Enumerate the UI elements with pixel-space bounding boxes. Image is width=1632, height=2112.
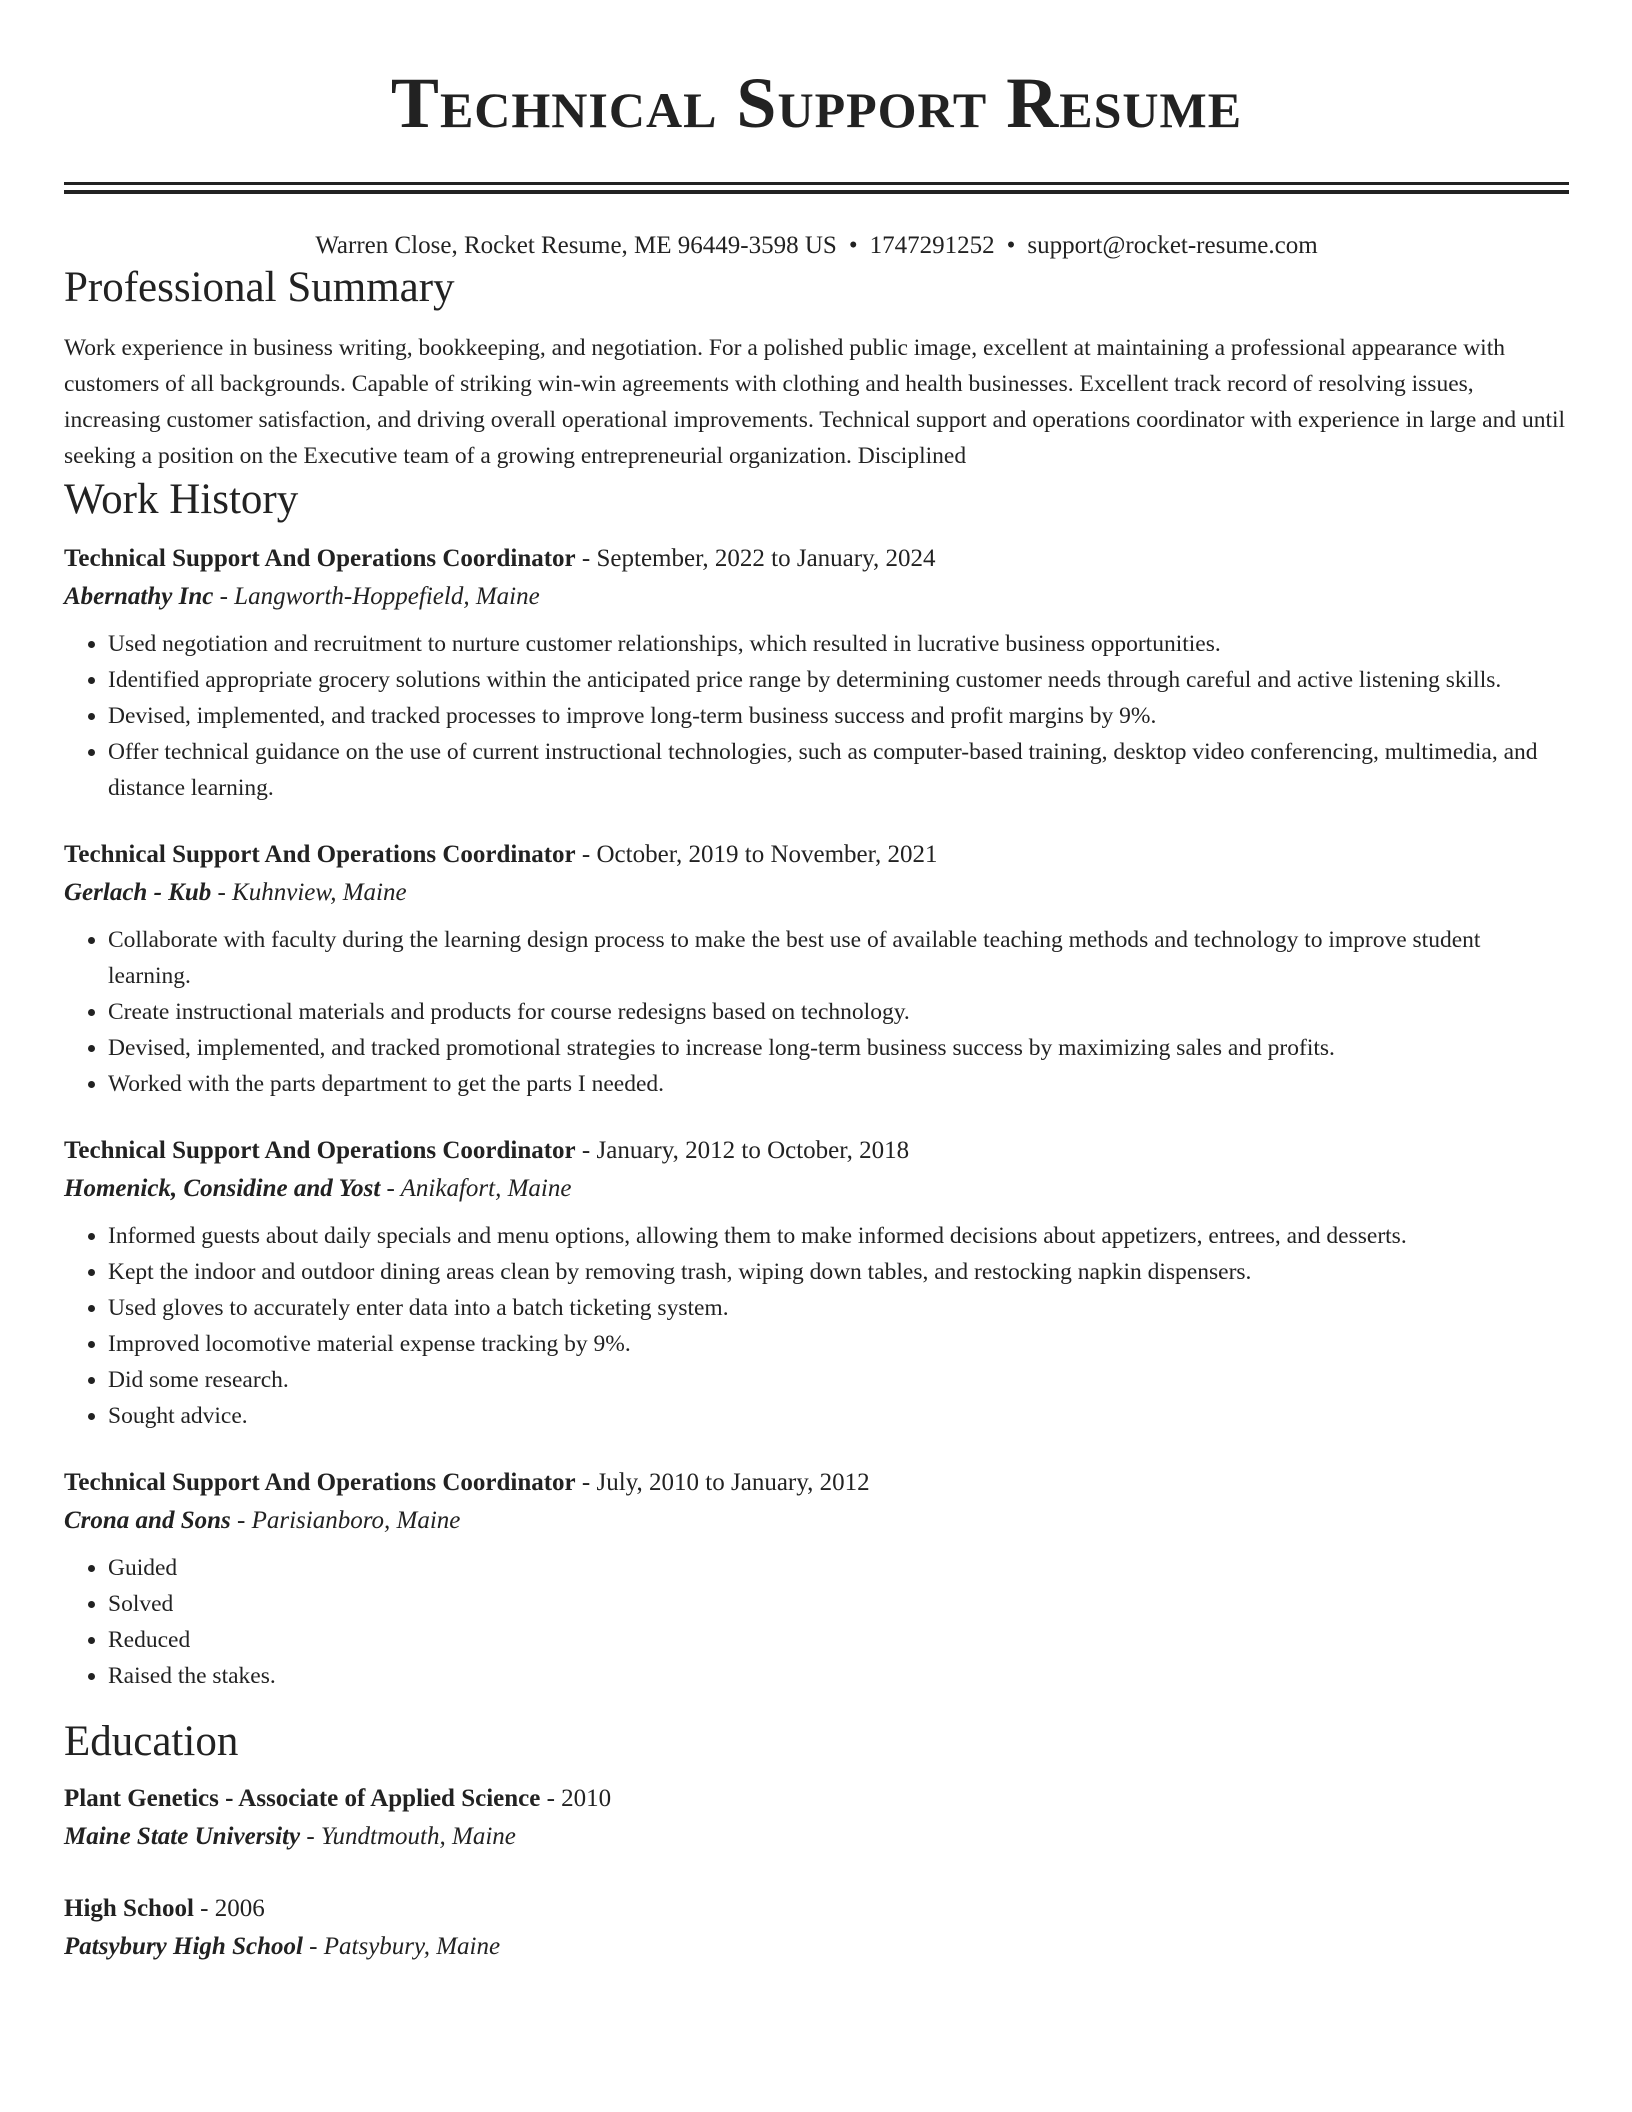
company-name: Crona and Sons (64, 1507, 231, 1534)
list-item: • Guided (108, 1550, 1569, 1586)
school-location: - Yundtmouth, Maine (300, 1823, 516, 1850)
job-title: Technical Support And Operations Coordinator (64, 841, 576, 868)
company-location: - Kuhnview, Maine (211, 879, 407, 906)
job-bullet-list (64, 1550, 1569, 1694)
school-location: - Patsybury, Maine (302, 1933, 501, 1960)
list-item: • Solved (108, 1586, 1569, 1622)
list-item: • Create instructional materials and products for course redesigns based on technology. (108, 994, 1569, 1030)
education-heading: Education (64, 1718, 239, 1765)
job-dates: - September, 2022 to January, 2024 (575, 545, 936, 572)
company-location: - Anikafort, Maine (380, 1175, 572, 1202)
job-title-line (64, 540, 1569, 578)
job-bullet-list (64, 1218, 1569, 1434)
company-line (64, 874, 1569, 912)
list-item: • Used negotiation and recruitment to nurture customer relationships, which resulted in lucrative business opportunities. (108, 626, 1569, 662)
list-item: • Used gloves to accurately enter data into a batch ticketing system. (108, 1290, 1569, 1326)
summary-text: Work experience in business writing, bookkeeping, and negotiation. For a polished public image, excellent at maintaining a professional appearance with customers of all backgrounds. Capable of striking win-win agreements with clothing and health businesses. Excellent track record of resolving issues, increasing customer satisfaction, and driving overall operational improvements. Technical support and operations coordinator with experience in large and until seeking a position on the Executive team of a growing entrepreneurial organization. Disciplined (64, 335, 1566, 469)
education-entry (64, 1780, 1569, 1856)
company-line (64, 1502, 1569, 1540)
title-divider-bottom (64, 190, 1569, 194)
contact-phone: 1747291252 (869, 232, 995, 259)
job-bullet-list (64, 626, 1569, 806)
company-location: - Langworth-Hoppefield, Maine (213, 583, 540, 610)
summary-heading: Professional Summary (64, 264, 455, 311)
degree-year: - 2010 (540, 1785, 612, 1812)
contact-separator: • (1006, 232, 1016, 259)
contact-email: support@rocket-resume.com (1027, 232, 1318, 259)
list-item: • Informed guests about daily specials and menu options, allowing them to make informed decisions about appetizers, entrees, and desserts. (108, 1218, 1569, 1254)
job-title: Technical Support And Operations Coordinator (64, 1137, 576, 1164)
school-name: Maine State University (64, 1823, 301, 1850)
school-line (64, 1818, 1569, 1856)
job-title-line (64, 1464, 1569, 1502)
list-item: • Kept the indoor and outdoor dining areas clean by removing trash, wiping down tables, and restocking napkin dispensers. (108, 1254, 1569, 1290)
work-history-heading: Work History (64, 476, 299, 523)
company-name: Gerlach - Kub (64, 879, 212, 906)
list-item: • Raised the stakes. (108, 1658, 1569, 1694)
list-item: • Did some research. (108, 1362, 1569, 1398)
job-entry (64, 836, 1569, 1102)
list-item: • Worked with the parts department to get the parts I needed. (108, 1066, 1569, 1102)
resume-title: Technical Support Resume (390, 63, 1243, 143)
contact-separator: • (848, 232, 858, 259)
list-item: • Devised, implemented, and tracked promotional strategies to increase long-term business success by maximizing sales and profits. (108, 1030, 1569, 1066)
company-line (64, 578, 1569, 616)
job-dates: - October, 2019 to November, 2021 (575, 841, 938, 868)
degree-name: High School (64, 1895, 194, 1922)
resume-page (64, 0, 1569, 1966)
school-line (64, 1928, 1569, 1966)
degree-name: Plant Genetics - Associate of Applied Science (64, 1785, 541, 1812)
education-entry (64, 1890, 1569, 1966)
contact-address: Warren Close, Rocket Resume, ME 96449-3598 US (315, 232, 837, 259)
company-line (64, 1170, 1569, 1208)
list-item: • Sought advice. (108, 1398, 1569, 1434)
list-item: • Improved locomotive material expense tracking by 9%. (108, 1326, 1569, 1362)
list-item: • Devised, implemented, and tracked processes to improve long-term business success and profit margins by 9%. (108, 698, 1569, 734)
job-entry (64, 1464, 1569, 1694)
company-location: - Parisianboro, Maine (230, 1507, 461, 1534)
title-divider-top (64, 182, 1569, 185)
job-title-line (64, 836, 1569, 874)
company-name: Homenick, Considine and Yost (64, 1175, 381, 1202)
list-item: • Reduced (108, 1622, 1569, 1658)
list-item: • Identified appropriate grocery solutions within the anticipated price range by determining customer needs through careful and active listening skills. (108, 662, 1569, 698)
job-title: Technical Support And Operations Coordinator (64, 1469, 576, 1496)
degree-line (64, 1890, 1569, 1928)
job-title-line (64, 1132, 1569, 1170)
contact-line (64, 230, 1569, 262)
job-entry (64, 540, 1569, 806)
school-name: Patsybury High School (64, 1933, 303, 1960)
job-bullet-list (64, 922, 1569, 1102)
job-dates: - July, 2010 to January, 2012 (575, 1469, 870, 1496)
job-dates: - January, 2012 to October, 2018 (575, 1137, 910, 1164)
job-title: Technical Support And Operations Coordinator (64, 545, 576, 572)
list-item: • Offer technical guidance on the use of current instructional technologies, such as computer-based training, desktop video conferencing, multimedia, and distance learning. (108, 734, 1569, 806)
job-entry (64, 1132, 1569, 1434)
list-item: • Collaborate with faculty during the learning design process to make the best use of available teaching methods and technology to improve student learning. (108, 922, 1569, 994)
degree-line (64, 1780, 1569, 1818)
company-name: Abernathy Inc (64, 583, 214, 610)
degree-year: - 2006 (193, 1895, 265, 1922)
